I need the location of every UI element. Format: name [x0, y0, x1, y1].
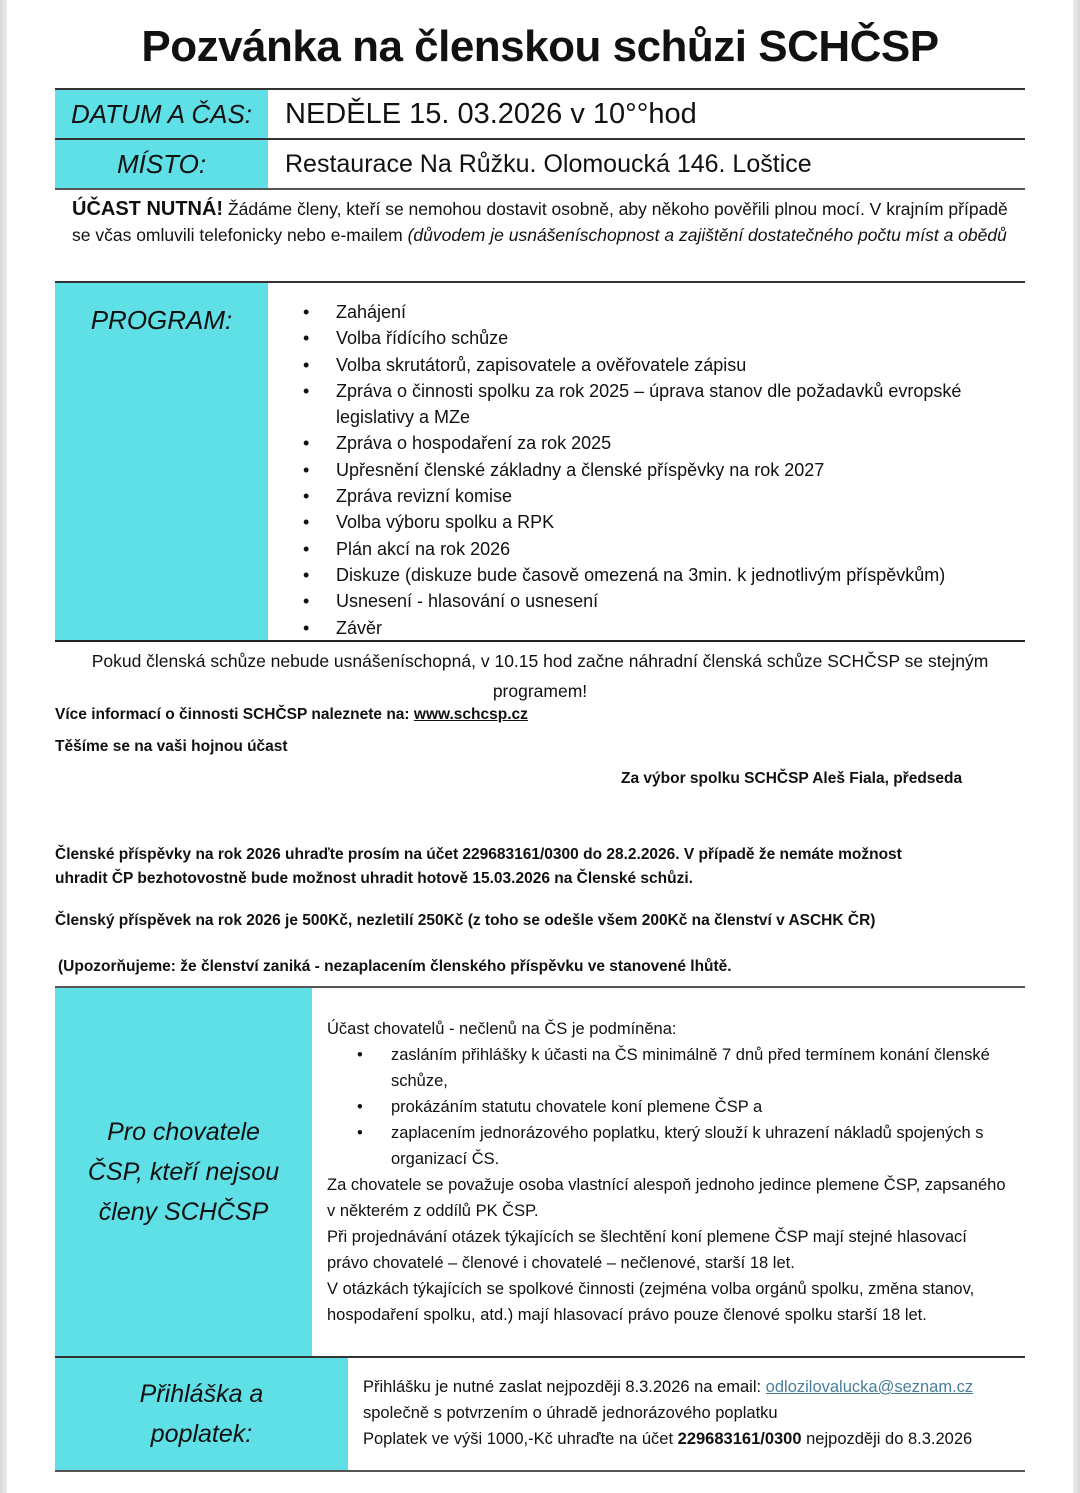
conditions-list: [327, 1042, 1025, 1172]
page-edge-left: [0, 0, 7, 1493]
date-value: NEDĚLE 15. 03.2026 v 10°°hod: [285, 97, 697, 130]
date-label: DATUM A ČAS:: [55, 90, 268, 138]
fee-deadline: nejpozději do 8.3.2026: [801, 1430, 973, 1448]
website-link[interactable]: www.schcsp.cz: [413, 706, 528, 723]
scrollbar[interactable]: [1073, 0, 1080, 1493]
application-line-1: [363, 1374, 1025, 1400]
non-members-intro: Účast chovatelů - nečlenů na ČS je podmíněna:: [327, 1020, 677, 1038]
looking-forward: Těšíme se na vaši hojnou účast: [55, 738, 288, 755]
date-row: [55, 88, 1025, 138]
attendance-notice: [55, 188, 1025, 248]
account-number: 229683161/0300: [677, 1430, 802, 1448]
program-item: • Volba skrutátorů, zapisovatele a ověřovatele zápisu: [303, 352, 1025, 378]
attendance-text: Žádáme členy, kteří se nemohou dostavit osobně, aby někoho pověřili plnou mocí. V krajním případě se včas omluvili telefonicky nebo e-mailem: [72, 199, 1008, 245]
program-row: [55, 281, 1025, 642]
more-info-text: Více informací o činnosti SCHČSP naleznete na:: [55, 706, 414, 723]
program-item: • Volba výboru spolku a RPK: [303, 509, 1025, 535]
application-line-3: [363, 1426, 1025, 1452]
program-item: • Zahájení: [303, 299, 1025, 325]
program-item: • Zpráva revizní komise: [303, 483, 1025, 509]
program-item: • Usnesení - hlasování o usnesení: [303, 588, 1025, 614]
place-value: Restaurace Na Růžku. Olomoucká 146. Loštice: [285, 149, 812, 178]
program-item: • Závěr: [303, 615, 1025, 641]
email-link[interactable]: odlozilovalucka@seznam.cz: [765, 1378, 974, 1396]
program-label: PROGRAM:: [55, 283, 268, 642]
program-item: • Diskuze (diskuze bude časově omezená na 3min. k jednotlivým příspěvkům): [303, 562, 1025, 588]
breeding-vote: Při projednávání otázek týkajících se šlechtění koní plemene ČSP mají stejné hlasovací právo chovatelé – členové i chovatelé – nečlenové, starší 18 let.: [327, 1228, 967, 1272]
program-item: • Zpráva o činnosti spolku za rok 2025 – úprava stanov dle požadavků evropské legislativy a MZe: [303, 378, 1025, 431]
program-cell: [268, 283, 1025, 642]
divider: [55, 640, 1025, 642]
program-item: • Upřesnění členské základny a členské příspěvky na rok 2027: [303, 457, 1025, 483]
application-cell: [348, 1358, 1025, 1470]
application-label: Přihláška a poplatek:: [55, 1358, 348, 1470]
condition-item: • zasláním přihlášky k účasti na ČS minimálně 7 dnů před termínem konání členské schůze,: [327, 1042, 1025, 1094]
page-title: Pozvánka na členskou schůzi SCHČSP: [141, 22, 939, 71]
fee-text: Poplatek ve výši 1000,-Kč uhraďte na účet: [363, 1430, 678, 1448]
association-vote: V otázkách týkajících se spolkové činnosti (zejména volba orgánů spolku, změna stanov, hospodaření spolku, atd.) mají hlasovací právo pouze členové spolku starší 18 let.: [327, 1280, 975, 1324]
program-item: • Plán akcí na rok 2026: [303, 536, 1025, 562]
fallback-notice: Pokud členská schůze nebude usnášeníschopná, v 10.15 hod začne náhradní členská schůze SCHČSP se stejným programem!: [91, 651, 989, 701]
breeder-definition: Za chovatele se považuje osoba vlastnící alespoň jednoho jedince plemene ČSP, zapsaného v některém z oddílů PK ČSP.: [327, 1176, 1006, 1220]
fees-amount: Členský příspěvek na rok 2026 je 500Kč, nezletilí 250Kč (z toho se odešle všem 200Kč na členství v ASCHK ČR): [55, 912, 876, 929]
condition-item: • zaplacením jednorázového poplatku, který slouží k uhrazení nákladů spojených s organizací ČS.: [327, 1120, 1025, 1172]
non-members-cell: [312, 988, 1025, 1356]
application-text: Přihlášku je nutné zaslat nejpozději 8.3.2026 na email:: [363, 1378, 766, 1396]
application-line-2: společně s potvrzením o úhradě jednorázového poplatku: [363, 1404, 778, 1422]
place-label: MÍSTO:: [55, 140, 268, 188]
place-row: [55, 138, 1025, 188]
attendance-italic: (důvodem je usnášeníschopnost a zajištění dostatečného počtu míst a obědů: [407, 225, 1007, 245]
program-item: • Zpráva o hospodaření za rok 2025: [303, 430, 1025, 456]
more-info: [55, 706, 528, 724]
program-list: [303, 299, 1025, 641]
fees-payment: Členské příspěvky na rok 2026 uhraďte prosím na účet 229683161/0300 do 28.2.2026. V případě že nemáte možnost uhradit ČP bezhotovostně bude možnost uhradit hotově 15.03.2026 na Členské schůzi.: [55, 846, 902, 887]
non-members-row: [55, 986, 1025, 1356]
application-row: [55, 1356, 1025, 1472]
non-members-label: Pro chovatele ČSP, kteří nejsou členy SCHČSP: [55, 988, 312, 1356]
fees-warning: (Upozorňujeme: že členství zaniká - nezaplacením členského příspěvku ve stanovené lhůtě.: [58, 958, 732, 975]
signature: Za výbor spolku SCHČSP Aleš Fiala, předseda: [621, 770, 963, 787]
condition-item: • prokázáním statutu chovatele koní plemene ČSP a: [327, 1094, 1025, 1120]
program-item: • Volba řídícího schůze: [303, 325, 1025, 351]
attendance-strong: ÚČAST NUTNÁ!: [72, 198, 224, 220]
